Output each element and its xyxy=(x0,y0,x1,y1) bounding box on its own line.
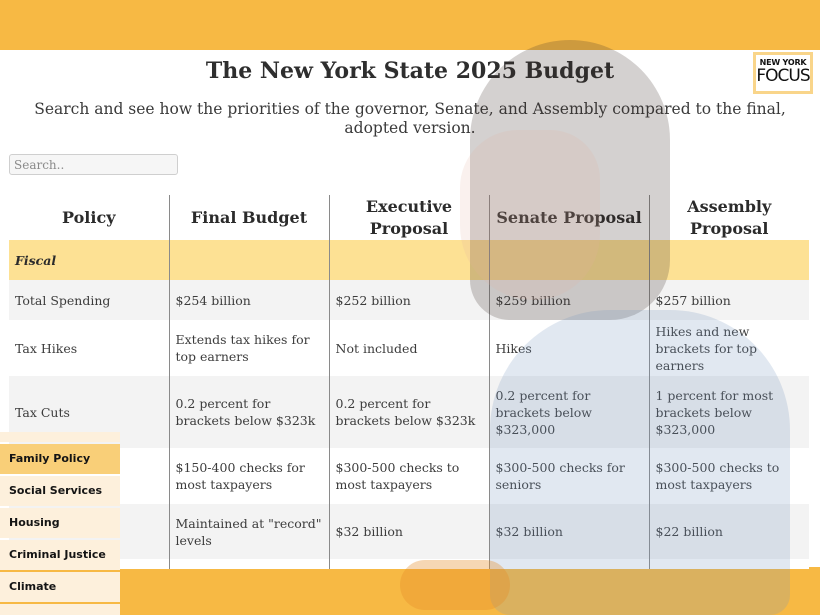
executive-cell: $252 billion xyxy=(329,280,489,320)
section-label: Fiscal xyxy=(9,240,169,280)
logo-line-2: FOCUS xyxy=(756,66,810,86)
column-header-senate-proposal[interactable]: Senate Proposal xyxy=(489,195,649,240)
senate-cell: $32 billion xyxy=(489,504,649,559)
assembly-cell: Hikes and new brackets for top earners xyxy=(649,320,809,376)
final-cell: $254 billion xyxy=(169,280,329,320)
table-row xyxy=(9,504,809,559)
assembly-cell: $22 billion xyxy=(649,504,809,559)
sidebar-item-climate[interactable]: Climate xyxy=(0,572,120,602)
assembly-cell: 1 percent for most brackets below $323,000 xyxy=(649,376,809,448)
budget-comparison-table xyxy=(9,195,809,569)
senate-cell: Hikes xyxy=(489,320,649,376)
search-input[interactable] xyxy=(9,154,178,175)
column-header-policy[interactable]: Policy xyxy=(62,207,116,227)
table-header-row xyxy=(9,195,809,240)
column-header-final-budget[interactable]: Final Budget xyxy=(169,195,329,240)
section-cell xyxy=(649,240,809,280)
senate-cell: 0.2 percent for brackets below $323,000 xyxy=(489,376,649,448)
spacer-cell xyxy=(169,559,329,569)
sidebar-item-social-services[interactable]: Social Services xyxy=(0,476,120,506)
sidebar-item-family-policy[interactable]: Family Policy xyxy=(0,444,120,474)
executive-cell: Not included xyxy=(329,320,489,376)
table-row xyxy=(9,448,809,504)
sidebar-item-criminal-justice[interactable]: Criminal Justice xyxy=(0,540,120,570)
spacer-cell xyxy=(649,559,809,569)
policy-cell: Tax Cuts xyxy=(9,376,169,448)
policy-cell: Total Spending xyxy=(9,280,169,320)
section-cell xyxy=(169,240,329,280)
logo-line-1: NEW YORK xyxy=(759,58,807,67)
section-cell xyxy=(489,240,649,280)
column-header-executive-proposal[interactable]: Executive Proposal xyxy=(329,195,489,240)
sidebar-item-housing[interactable]: Housing xyxy=(0,508,120,538)
executive-cell: 0.2 percent for brackets below $323k xyxy=(329,376,489,448)
final-cell: 0.2 percent for brackets below $323k xyxy=(169,376,329,448)
table-row-spacer xyxy=(9,559,809,569)
assembly-cell: $300-500 checks to most taxpayers xyxy=(649,448,809,504)
top-banner xyxy=(0,0,820,50)
sidebar-item-hidden-bottom[interactable] xyxy=(0,604,120,615)
new-york-focus-logo[interactable] xyxy=(753,52,813,94)
page-subtitle: Search and see how the priorities of the governor, Senate, and Assembly compared to the final, adopted version. xyxy=(34,100,786,137)
final-cell: Extends tax hikes for top earners xyxy=(169,320,329,376)
table-row xyxy=(9,376,809,448)
senate-cell: $259 billion xyxy=(489,280,649,320)
spacer-cell xyxy=(489,559,649,569)
section-row-fiscal xyxy=(9,240,809,280)
assembly-cell: $257 billion xyxy=(649,280,809,320)
senate-cell: $300-500 checks for seniors xyxy=(489,448,649,504)
executive-cell: $300-500 checks to most taxpayers xyxy=(329,448,489,504)
policy-cell: Tax Hikes xyxy=(9,320,169,376)
table-row xyxy=(9,280,809,320)
sidebar-item-hidden-top[interactable] xyxy=(0,432,120,442)
executive-cell: $32 billion xyxy=(329,504,489,559)
spacer-cell xyxy=(329,559,489,569)
final-cell: $150-400 checks for most taxpayers xyxy=(169,448,329,504)
category-sidebar xyxy=(0,432,120,615)
column-header-assembly-proposal[interactable]: Assembly Proposal xyxy=(649,195,809,240)
table-row xyxy=(9,320,809,376)
section-cell xyxy=(329,240,489,280)
page-title: The New York State 2025 Budget xyxy=(205,58,615,84)
bottom-banner xyxy=(0,567,820,615)
final-cell: Maintained at "record" levels xyxy=(169,504,329,559)
